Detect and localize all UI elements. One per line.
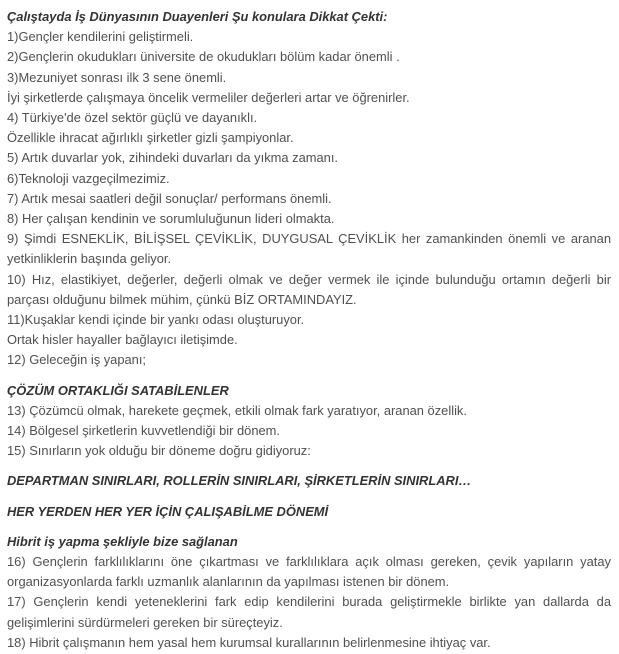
list-item: İyi şirketlerde çalışmaya öncelik vermeliler değerleri artar ve öğrenirler. [7,89,410,105]
list-item: 5) Artık duvarlar yok, zihindeki duvarları da yıkma zamanı. [7,150,338,166]
list-item: 2)Gençlerin okudukları üniversite de okudukları bölüm kadar önemli . [7,49,400,65]
list-item: 13) Çözümcü olmak, harekete geçmek, etkili olmak fark yaratıyor, aranan özellik. [7,402,467,418]
list-item: Özellikle ihracat ağırlıklı şirketler gizli şampiyonlar. [7,130,294,146]
section-heading-solution-partnership: ÇÖZÜM ORTAKLIĞI SATABİLENLER [7,382,229,398]
paragraph-item-10: 10) Hız, elastikiyet, değerler, değerli olmak ve değer vermek ile içinde bulunduğu ortamın değerli bir parçası olduğunu bilmek mühim, çünkü BİZ ORTAMINDAYIZ. [7,271,611,307]
spacer [7,522,611,532]
list-item: 7) Artık mesai saatleri değil sonuçlar/ performans önemli. [7,190,332,206]
paragraph-item-16: 16) Gençlerin farklılıklarını öne çıkartması ve farklılıklara açık olması gereken, çevik yapıların yatay organizasyonlarda farklı uzmanlık alanlarının da yapılması istenen bir dönem. [7,554,611,590]
list-item: 18) Hibrit çalışmanın hem yasal hem kurumsal kurallarının belirlenmesine ihtiyaç var. [7,634,491,650]
list-item: 4) Türkiye'de özel sektör güçlü ve dayanıklı. [7,110,258,126]
section-heading-hybrid: Hibrit iş yapma şekliyle bize sağlanan [7,533,238,549]
paragraph-item-17: 17) Gençlerin kendi yeteneklerini fark edip kendilerini burada geliştirmekle birlikte yan dallarda da gelişimlerini sürdürmeleri gereken bir süreçteyiz. [7,594,611,630]
list-item: Ortak hisler hayaller bağlayıcı iletişimde. [7,332,238,348]
section-heading-workshop: Çalıştayda İş Dünyasının Duayenleri Şu konulara Dikkat Çekti: [7,9,388,24]
spacer [7,492,611,502]
list-item: 15) Sınırların yok olduğu bir döneme doğru gidiyoruz: [7,443,311,459]
list-item: 3)Mezuniyet sonrası ilk 3 sene önemli. [7,69,227,85]
list-item: 14) Bölgesel şirketlerin kuvvetlendiği bir dönem. [7,423,280,439]
list-item: 12) Geleceğin iş yapanı; [7,352,147,368]
list-item: 8) Her çalışan kendinin ve sorumluluğunun lideri olmakta. [7,211,335,227]
spacer [7,461,611,471]
spacer [7,371,611,381]
article-body [7,7,611,653]
section-heading-work-from-anywhere: HER YERDEN HER YER İÇİN ÇALIŞABİLME DÖNEMİ [7,503,329,519]
list-item: 1)Gençler kendilerini geliştirmeli. [7,29,194,45]
paragraph-item-9: 9) Şimdi ESNEKLİK, BİLİŞSEL ÇEVİKLİK, DUYGUSAL ÇEVİKLİK her zamankinden önemli ve aranan yetkinliklerin başında geliyor. [7,231,611,267]
section-heading-boundaries: DEPARTMAN SINIRLARI, ROLLERİN SINIRLARI, ŞİRKETLERİN SINIRLARI… [7,473,472,489]
list-item: 6)Teknoloji vazgeçilmezimiz. [7,170,170,186]
list-item: 11)Kuşaklar kendi içinde bir yankı odası oluşturuyor. [7,312,305,328]
